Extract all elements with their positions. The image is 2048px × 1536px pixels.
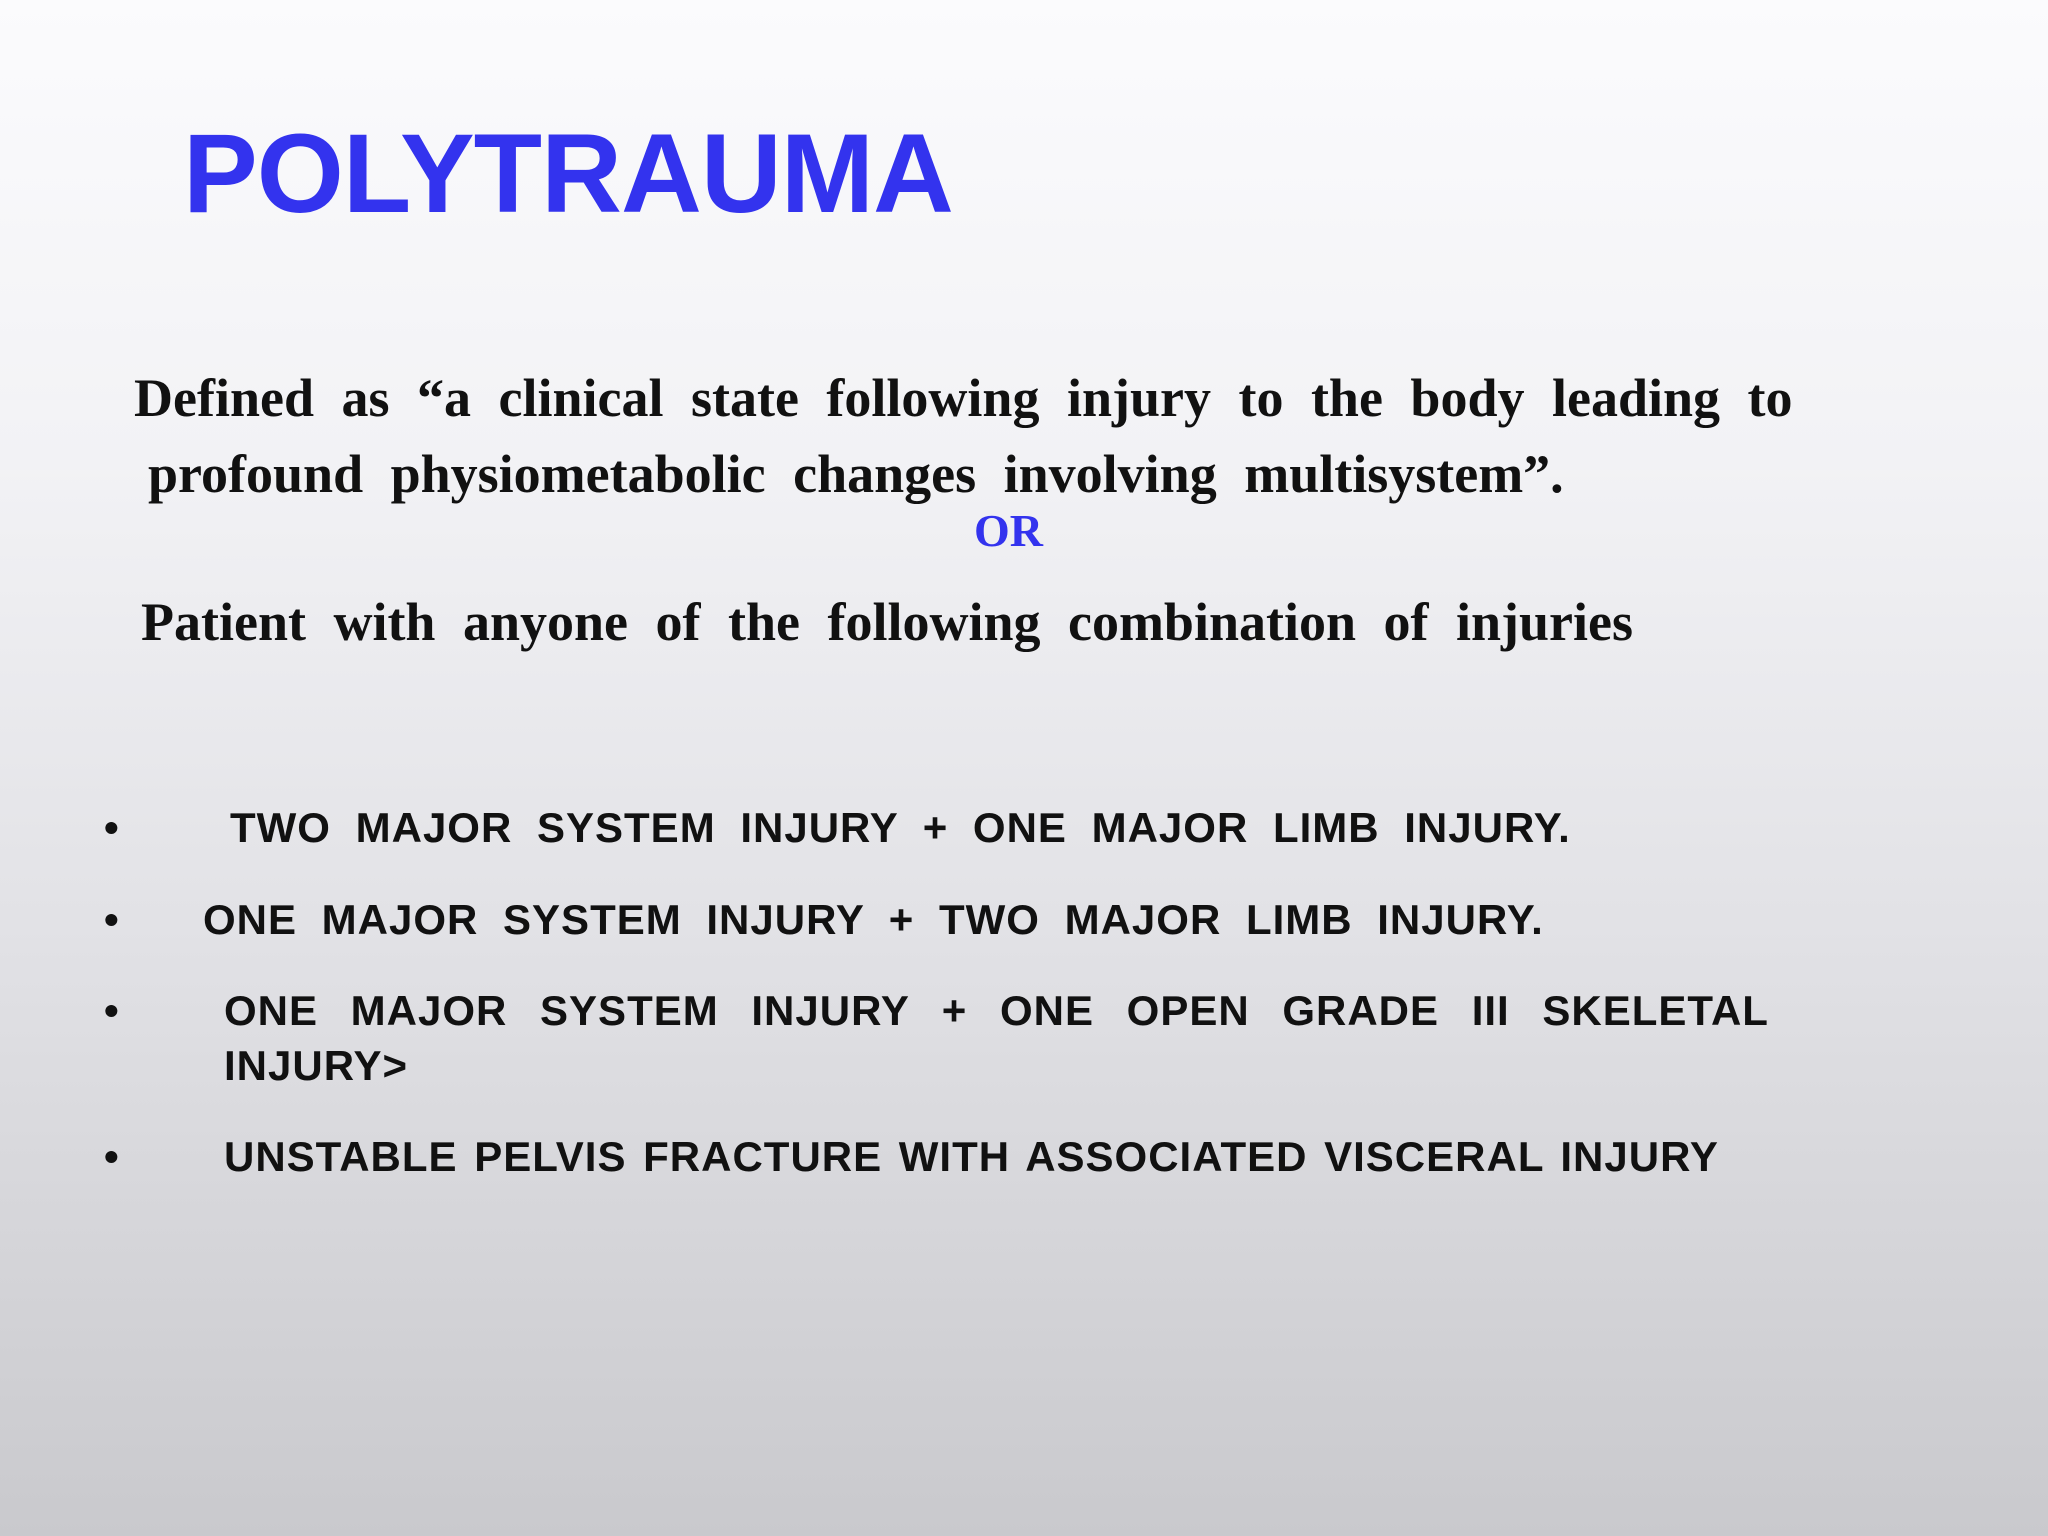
list-item-text: TWO MAJOR SYSTEM INJURY + ONE MAJOR LIMB INJURY.	[230, 804, 1571, 851]
definition-line-2: profound physiometabolic changes involving multisystem”.	[148, 444, 1564, 504]
alternative-definition: Patient with anyone of the following combination of injuries	[141, 592, 1634, 652]
definition-text	[134, 360, 1954, 512]
or-label: OR	[974, 505, 1043, 556]
bullet-icon: •	[104, 804, 120, 851]
definition-line-1: Defined as “a clinical state following injury to the body leading to	[134, 368, 1793, 428]
bullet-icon: •	[104, 1133, 120, 1180]
list-item-text: ONE MAJOR SYSTEM INJURY + ONE OPEN GRADE III SKELETAL INJURY>	[224, 987, 1769, 1089]
bullet-icon: •	[104, 896, 120, 943]
slide-title: POLYTRAUMA	[183, 111, 953, 236]
bullet-icon: •	[104, 987, 120, 1034]
list-item-text: UNSTABLE PELVIS FRACTURE WITH ASSOCIATED VISCERAL INJURY	[224, 1133, 1719, 1180]
list-item-text: ONE MAJOR SYSTEM INJURY + TWO MAJOR LIMB INJURY.	[203, 896, 1544, 943]
